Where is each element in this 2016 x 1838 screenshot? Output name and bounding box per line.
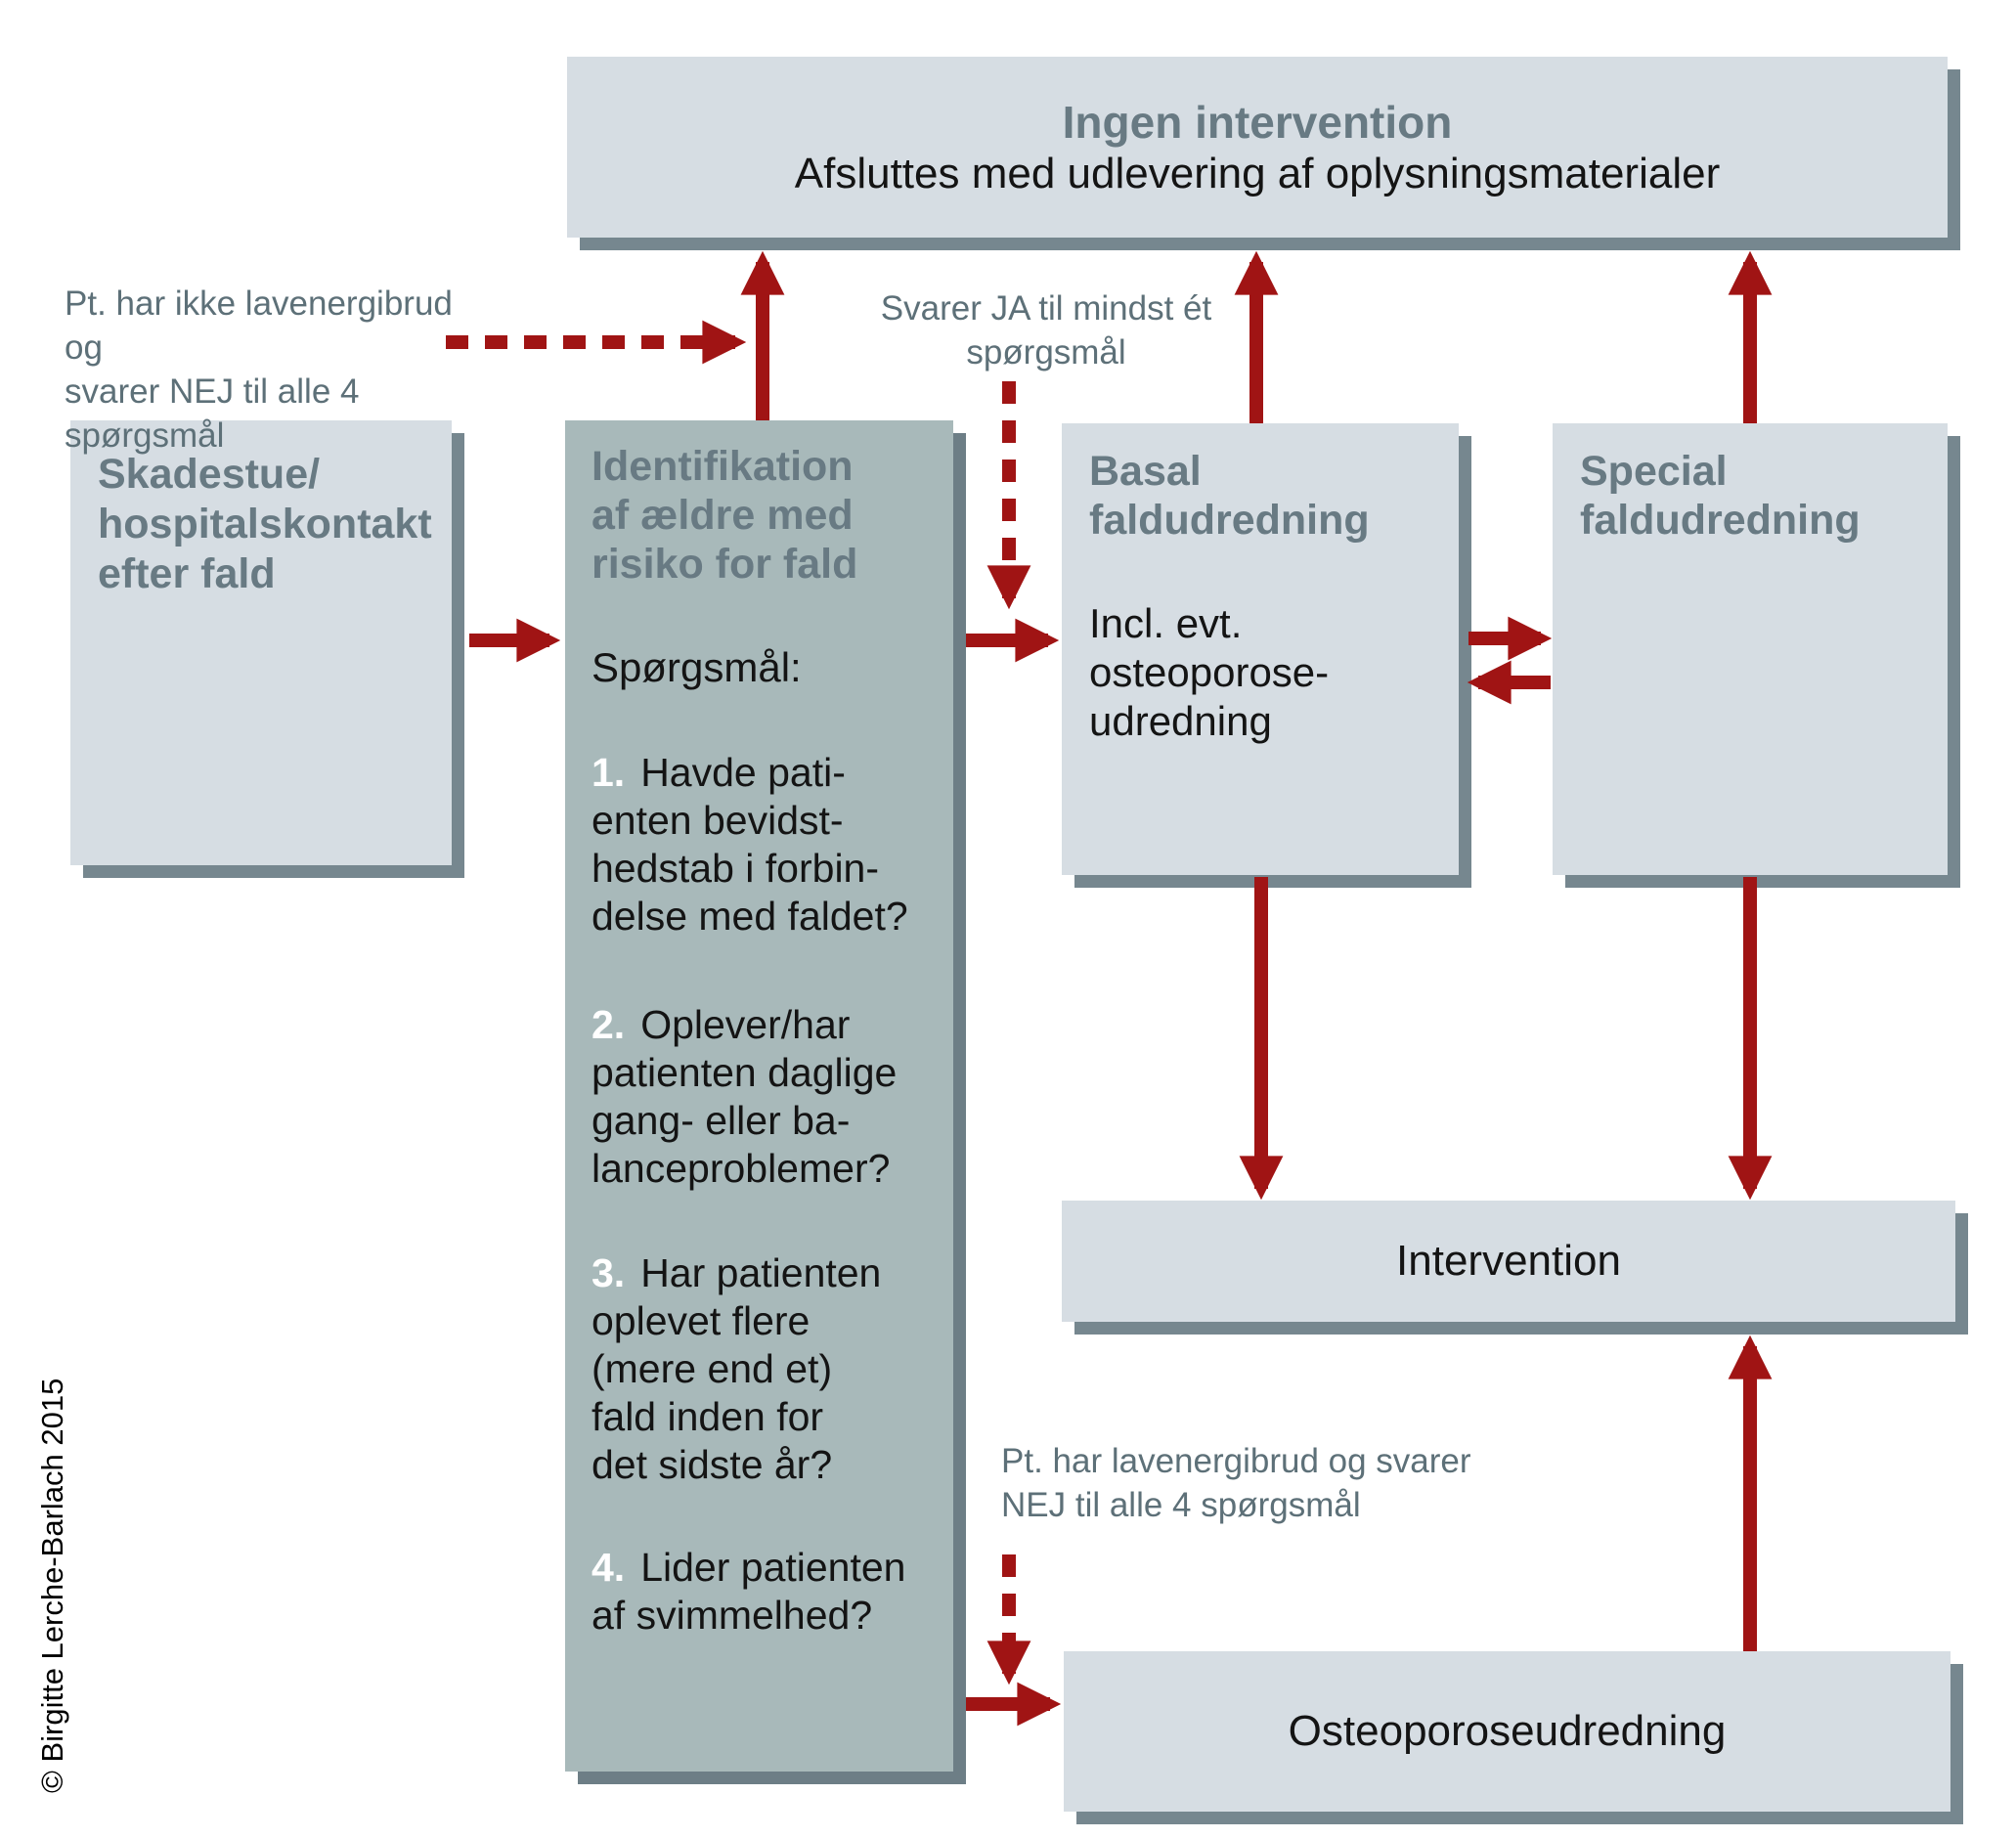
- label-nej-ikke-lavenergibrud: Pt. har ikke lavenergibrud og svarer NEJ til alle 4 spørgsmål: [65, 284, 453, 455]
- question-4-number: 4.: [592, 1545, 626, 1590]
- skadestue-line: hospitalskontakt: [98, 501, 432, 547]
- question-4: 4. Lider patienten af svimmelhed?: [592, 1545, 906, 1638]
- questions-prompt: Spørgsmål:: [592, 644, 802, 690]
- intervention-label: Intervention: [1396, 1237, 1621, 1285]
- skadestue-line: efter fald: [98, 550, 276, 597]
- label-ja-mindst-et: Svarer JA til mindst ét spørgsmål: [880, 289, 1212, 372]
- label-lavenergibrud-nej: Pt. har lavenergibrud og svarer NEJ til alle 4 spørgsmål: [1001, 1442, 1471, 1524]
- identifikation-title: Identifikation af ældre med risiko for fald: [592, 443, 858, 588]
- basal-title: Basal faldudredning: [1089, 448, 1370, 544]
- question-3-number: 3.: [592, 1250, 626, 1295]
- box-identifikation: [565, 420, 953, 1772]
- osteoporoseudredning-label: Osteoporoseudredning: [1288, 1707, 1727, 1755]
- question-3: 3. Har patienten oplevet flere (mere end et) fald inden for det sidste år?: [592, 1250, 882, 1487]
- special-title: Special faldudredning: [1580, 448, 1861, 544]
- question-2: 2. Oplever/har patienten daglige gang- eller ba- lanceproblemer?: [592, 1002, 898, 1191]
- box-osteoporoseudredning: [1064, 1651, 1950, 1812]
- box-intervention: [1062, 1201, 1955, 1322]
- question-1-number: 1.: [592, 750, 626, 795]
- question-2-number: 2.: [592, 1002, 626, 1047]
- copyright-text: © Birgitte Lerche-Barlach 2015: [35, 1378, 69, 1793]
- question-1: 1. Havde pati- enten bevidst- hedstab i forbin- delse med faldet?: [592, 750, 908, 939]
- ingen-intervention-title: Ingen intervention: [1062, 96, 1453, 148]
- box-basal-faldudredning: [1062, 423, 1459, 875]
- box-special-faldudredning: [1553, 423, 1948, 875]
- box-ingen-intervention: [567, 57, 1948, 238]
- box-skadestue: [70, 420, 452, 865]
- ingen-intervention-subtitle: Afsluttes med udlevering af oplysningsmaterialer: [794, 149, 1721, 197]
- skadestue-line: Skadestue/: [98, 451, 321, 498]
- basal-body: Incl. evt. osteoporose- udredning: [1089, 600, 1330, 744]
